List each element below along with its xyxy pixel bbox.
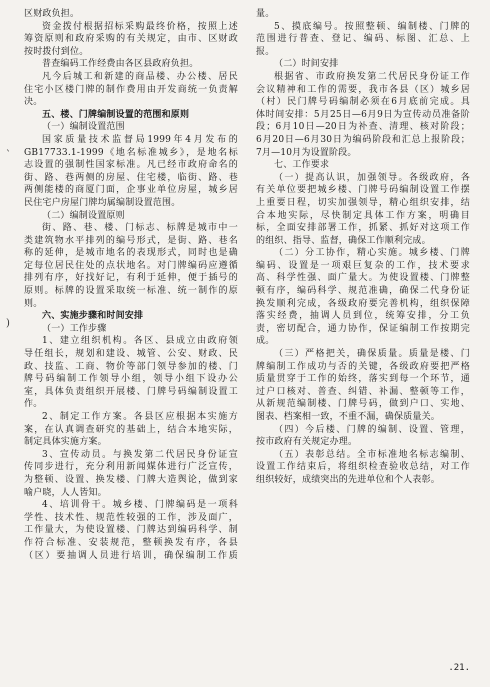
text-line: 4、培训骨干。城乡楼、门牌编码是一项科 [42,500,238,511]
text-line: 民住宅户房屋门牌均属编制设置范围。 [24,197,181,208]
text-line: （一）编制设置范围 [42,122,125,133]
text-line: 换发顺利完成，各级政府要完善机构，组织保障 [256,298,470,309]
text-line: 编码、设置是一项艰巨复杂的工作，技术要求 [256,260,470,271]
text-line: 排列有序，好找好记，有利于延伸，便于插号的 [24,273,238,284]
text-line: 导任组长，规划和建设、城管、公安、财政、民 [24,349,238,360]
text-line: 质量贯穿于工作的始终，落实到每一个环节，通 [256,374,470,385]
text-line: 政、技监、工商、物价等部门领导参加的楼、门 [24,361,238,372]
text-line: 从新规范编制楼、门牌号码，做到户口、实地、 [256,399,470,410]
text-line: （三）严格把关，确保质量。质量是楼、门 [274,349,470,360]
margin-mark: ) [6,318,10,329]
text-line: （二）分工协作，精心实施。城乡楼、门牌 [274,248,470,259]
text-line: 设置工作结束后，将组织检查验收总结，对工作 [256,462,470,473]
text-line: （二）时间安排 [274,59,339,70]
text-line: 落实经费，抽调人员到位，统筹安排，分工负 [256,311,470,322]
text-line: 报。 [256,46,275,57]
text-line: 上重要日程，切实加强领导，精心组织安排，结 [256,197,470,208]
text-line: 五、楼、门牌编制设置的范围和原则 [42,109,190,120]
text-line: 街、路、巷、楼、门标志、标牌是城市中一 [42,223,238,234]
text-line: 成。 [256,336,275,347]
text-line: 合本地实际，尽快制定具体工作方案，明确目 [256,210,470,221]
text-line: 责，密切配合，通力协作，保证编制工作按期完 [256,323,470,334]
text-line: 国家质量技术监督局1999年4月发布的 [42,134,238,145]
text-line: 类建筑物水平排列的编号形式，是街、路、巷名 [24,235,238,246]
margin-mark: ` [6,150,11,161]
text-line: 传同步进行，充分利用新闻媒体进行广泛宣传， [24,462,238,473]
text-line: 按市政府有关规定办理。 [256,437,358,448]
text-line: 体时间安排：5月25日—6月9日为宣传动员准备阶 [256,109,470,120]
text-line: （一）提高认识，加强领导。各级政府，各 [274,172,470,183]
text-line: 有关单位要把城乡楼、门牌号码编制设置工作摆 [256,185,470,196]
text-line: 两侧能楼的商厦门面，企事业单位房屋，城乡居 [24,185,238,196]
text-line: 喻户晓，人人皆知。 [24,487,107,498]
left-column [24,8,238,562]
text-line: 6月20日—6月30日为编码阶段和汇总上报阶段； [256,134,470,145]
text-line: 制定具体实施方案。 [24,437,107,448]
text-line: （四）今后楼、门牌的编制、设置、管理， [274,424,470,435]
text-line: （一）工作步骤 [42,323,107,334]
text-line: 组织较好，成绩突出的先进单位和个人表彰。 [256,474,441,485]
text-line: 按时拨付到位。 [24,46,89,57]
text-line: 室，具体负责组织开展楼、门牌号码编制设置工 [24,386,238,397]
text-line: 7月—10月为设置阶段。 [256,147,357,158]
text-line: 5、摸底编号。按照整顿、编制楼、门牌的 [274,21,470,32]
text-line: 普查编码工作经费由各区县政府负担。 [42,59,199,70]
text-line: 图表、档案相一致，不重不漏，确保质量关。 [256,412,441,422]
text-line: 作。 [24,399,43,410]
text-line: 段；6月10日—20日为补查、清理、核对阶段； [256,122,470,133]
right-column [256,8,470,487]
text-line: 顿有序，编码科学、规范准确，确保二代身份证 [256,286,470,297]
text-line: （五）表彰总结。全市标准地名标志编制、 [274,449,470,460]
text-line: 2、制定工作方案。各县区应根据本实施方 [42,412,238,422]
text-line: 学性、技术性、规范性较强的工作，涉及面广， [24,512,238,523]
text-line: 范围进行普查、登记、编码、标图、汇总、上 [256,34,470,45]
text-line: 原则。标牌的设置采取统一标准、统一制作的原 [24,286,238,297]
text-line: 案，在认真调查研究的基础上，结合本地实际， [24,424,238,435]
text-line: 高、科学性强、面广量大。为使设置楼、门牌整 [256,273,470,284]
text-line: 街、路、巷两侧的房屋、住宅楼，临街、路、巷 [24,172,238,183]
text-line: 会议精神和工作的需要，我市各县（区）城乡居 [256,84,470,95]
text-line: 标，全面安排部署工作，抓紧、抓好对这项工作 [256,223,470,234]
text-line: 工作量大，为使设置楼、门牌达到编码科学、制 [24,525,238,536]
text-line: 区财政负担。 [24,9,80,19]
text-line: 过户口核对、普查、纠错、补漏、整顿等工作， [256,386,470,397]
text-line: 作符合标准、安装规范，整顿换发有序，各县 [24,537,238,548]
text-line: 1、建立组织机构。各区、县成立由政府领 [42,336,238,347]
text-line: 则。 [24,298,43,309]
text-line: 七、工作要求 [274,160,330,171]
text-line: 称的延伸，是城市地名的表现形式，同时也是确 [24,248,238,259]
text-line: 为整顿、设置、换发楼、门牌大造舆论，做到家 [24,474,238,485]
text-line: 志设置的强制性国家标准。凡已经市政府命名的 [24,160,238,171]
text-line: 牌号码编制工作领导小组，领导小组下设办公 [24,374,238,385]
text-line: （村）民门牌号码编制必须在6月底前完成。具 [256,97,470,108]
text-line: 决。 [24,97,43,108]
text-line: 住宅小区楼门牌的制作费用由开发商统一负责解 [24,84,238,95]
text-line: （二）编制设置原则 [42,210,125,221]
text-line: 资金拨付根据招标采购最终价格，按照上述 [42,21,238,32]
text-line: 凡今后城工和新建的商品楼、办公楼、居民 [42,71,238,82]
text-line: 牌编制工作成功与否的关键，各级政府要把严格 [256,361,470,372]
text-line: （区）要抽调人员进行培训，确保编制工作质 [24,550,238,561]
text-line: 量。 [256,9,275,19]
text-line: 定每位居民住处的点状地名。对门牌编码应遵循 [24,260,238,271]
text-line: GB17733.1-1999《地名标准城乡》，是地名标 [24,147,238,158]
page-number: .21. [448,663,470,673]
text-line: 筹资原则和政府采购的有关规定，由市、区财政 [24,34,238,45]
text-line: 的组织、指导、监督，确保工作顺利完成。 [256,235,431,246]
text-line: 3、宣传动员。与换发第二代居民身份证宣 [42,449,238,460]
text-line: 根据省、市政府换发第二代居民身份证工作 [274,71,470,82]
text-line: 六、实施步骤和时间安排 [42,311,144,322]
